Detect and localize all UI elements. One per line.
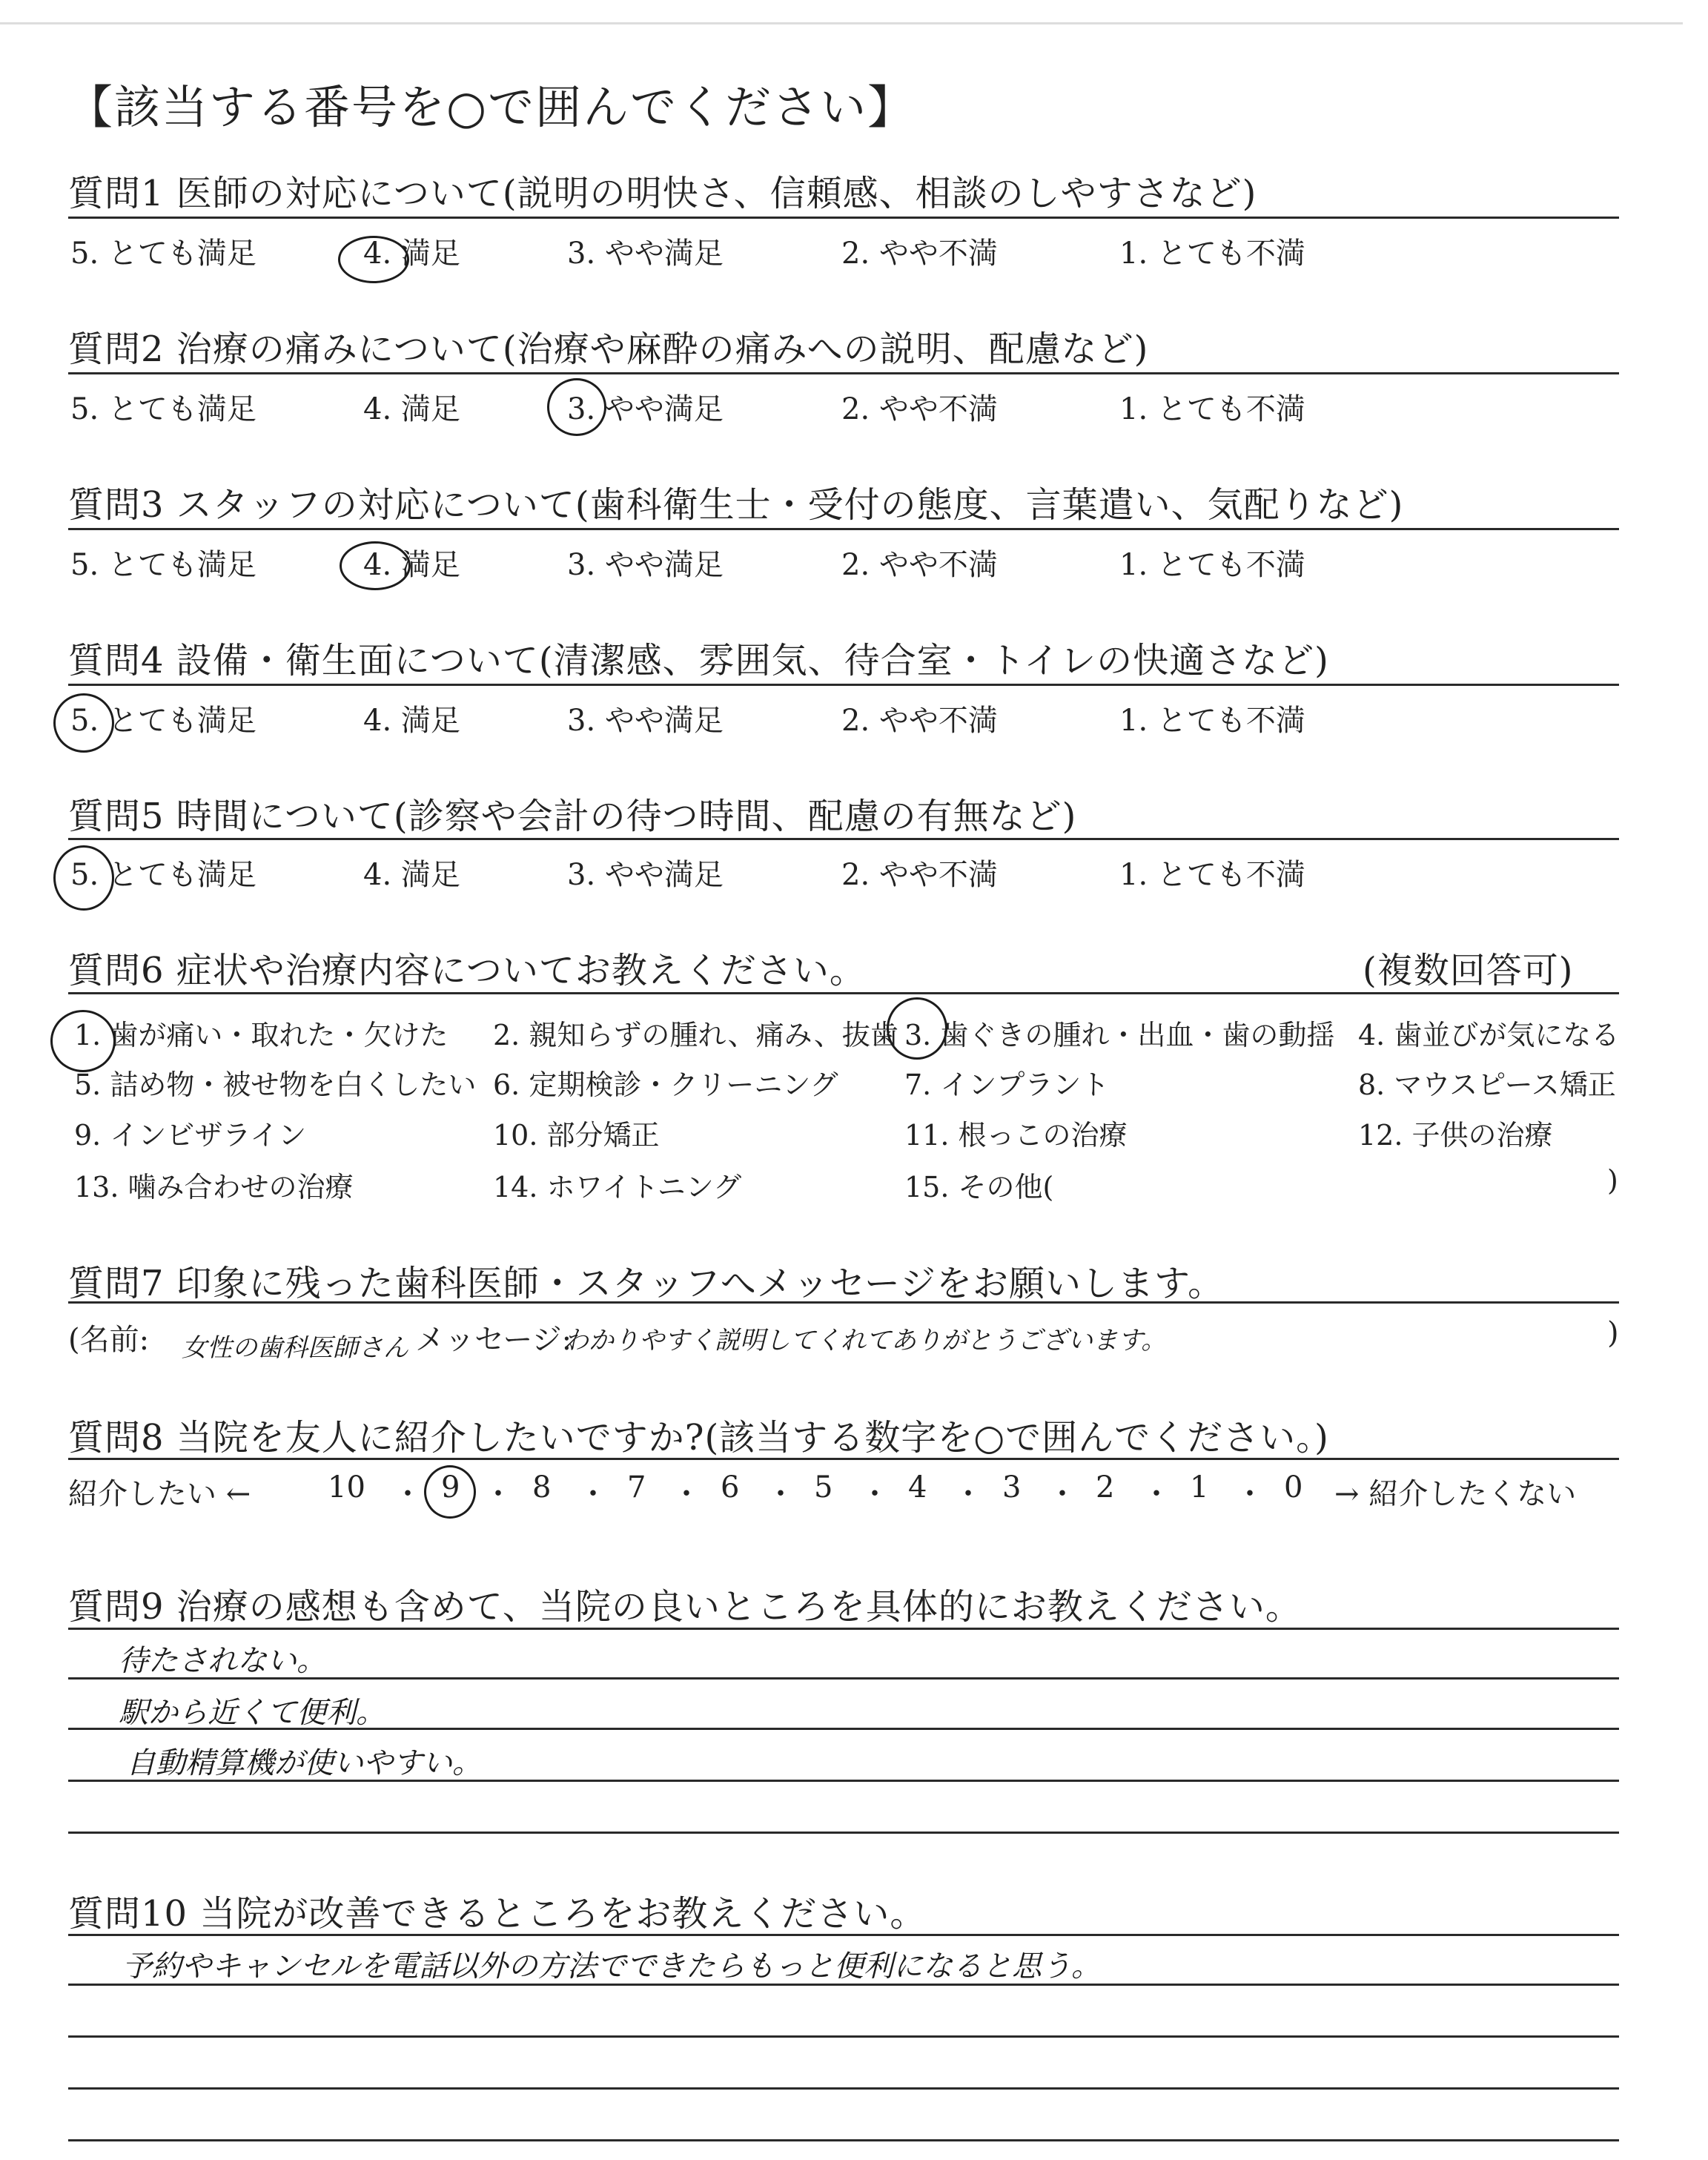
q6-option-10[interactable]: 10. 部分矯正 <box>493 1119 660 1152</box>
q6-option-6[interactable]: 6. 定期検診・クリーニング <box>493 1069 838 1101</box>
q1-option-4[interactable]: 4. 満足 <box>363 237 460 271</box>
q8-selected-circle <box>424 1465 476 1519</box>
q5-option-3[interactable]: 3. やや満足 <box>567 858 724 892</box>
q6-option-4[interactable]: 4. 歯並びが気になる <box>1358 1019 1620 1051</box>
q5-option-5[interactable]: 5. とても満足 <box>70 858 256 892</box>
q7-name-label: (名前: <box>68 1323 150 1357</box>
question-1-rule <box>68 217 1619 219</box>
q8-scale-6[interactable]: 6 <box>721 1470 740 1505</box>
q6-option-15-close: ) <box>1607 1164 1618 1197</box>
q8-scale-3[interactable]: 3 <box>1002 1470 1022 1505</box>
q3-selected-circle <box>340 541 411 590</box>
q2-option-3[interactable]: 3. やや満足 <box>567 392 724 426</box>
question-8-rule <box>68 1458 1619 1460</box>
q6-option-9[interactable]: 9. インビザライン <box>74 1119 307 1152</box>
answer-line <box>68 1677 1619 1680</box>
q8-scale-2[interactable]: 2 <box>1096 1470 1115 1505</box>
q6-option-13[interactable]: 13. 噛み合わせの治療 <box>74 1171 354 1203</box>
q4-option-5[interactable]: 5. とても満足 <box>70 704 256 738</box>
scan-top-edge <box>0 22 1683 24</box>
q8-dot: ・ <box>860 1477 890 1511</box>
question-4-label: 質問4 設備・衛生面について(清潔感、雰囲気、待合室・トイレの快適さなど) <box>68 640 1329 681</box>
q8-dot: ・ <box>1235 1477 1265 1511</box>
q6-option-2[interactable]: 2. 親知らずの腫れ、痛み、抜歯 <box>493 1019 898 1051</box>
form-title: 【該当する番号を○で囲んでください】 <box>67 80 916 134</box>
q9-answer-line-1[interactable]: 待たされない。 <box>119 1644 326 1678</box>
question-3-label: 質問3 スタッフの対応について(歯科衛生士・受付の態度、言葉遣い、気配りなど) <box>68 484 1404 526</box>
answer-line <box>68 1728 1619 1730</box>
q8-scale-7[interactable]: 7 <box>627 1470 646 1505</box>
q4-option-1[interactable]: 1. とても不満 <box>1119 704 1305 738</box>
q2-option-4[interactable]: 4. 満足 <box>363 392 460 426</box>
q8-dot: ・ <box>672 1477 701 1511</box>
question-10-rule <box>68 1934 1619 1936</box>
q5-option-2[interactable]: 2. やや不満 <box>841 858 998 892</box>
q3-option-5[interactable]: 5. とても満足 <box>70 548 256 582</box>
answer-line <box>68 1832 1619 1834</box>
question-9-label: 質問9 治療の感想も含めて、当院の良いところを具体的にお教えください。 <box>68 1586 1302 1628</box>
q2-option-1[interactable]: 1. とても不満 <box>1119 392 1305 426</box>
question-5-label: 質問5 時間について(診察や会計の待つ時間、配慮の有無など) <box>68 796 1077 837</box>
q1-option-2[interactable]: 2. やや不満 <box>841 237 998 271</box>
question-2-rule <box>68 372 1619 374</box>
question-6-rule <box>68 992 1619 994</box>
q1-selected-circle <box>338 236 409 283</box>
q6-option-12[interactable]: 12. 子供の治療 <box>1358 1119 1553 1152</box>
question-6-label: 質問6 症状や治療内容についてお教えください。 <box>68 950 866 991</box>
q2-selected-circle <box>547 378 606 436</box>
q7-message-label: メッセージ: <box>415 1323 572 1357</box>
q7-message-value[interactable]: わかりやすく説明してくれてありがとうございます。 <box>563 1326 1167 1355</box>
q9-answer-line-3[interactable]: 自動精算機が使いやすい。 <box>126 1746 482 1780</box>
q1-option-3[interactable]: 3. やや満足 <box>567 237 724 271</box>
q6-option-14[interactable]: 14. ホワイトニング <box>493 1171 742 1203</box>
q8-dot: ・ <box>1142 1477 1171 1511</box>
q4-option-2[interactable]: 2. やや不満 <box>841 704 998 738</box>
question-5-rule <box>68 838 1619 840</box>
answer-line <box>68 1780 1619 1782</box>
q1-option-1[interactable]: 1. とても不満 <box>1119 237 1305 271</box>
q8-dot: ・ <box>766 1477 795 1511</box>
question-7-label: 質問7 印象に残った歯科医師・スタッフへメッセージをお願いします。 <box>68 1263 1225 1304</box>
q6-option-5[interactable]: 5. 詰め物・被せ物を白くしたい <box>74 1069 477 1101</box>
q8-dot: ・ <box>953 1477 983 1511</box>
q7-name-value[interactable]: 女性の歯科医師さん <box>182 1333 408 1363</box>
q8-scale-1[interactable]: 1 <box>1190 1470 1209 1505</box>
question-7-rule <box>68 1301 1619 1304</box>
q1-option-5[interactable]: 5. とても満足 <box>70 237 256 271</box>
q8-dot: ・ <box>393 1477 423 1511</box>
question-4-rule <box>68 684 1619 686</box>
q8-scale-9[interactable]: 9 <box>441 1470 460 1505</box>
q8-scale-8[interactable]: 8 <box>532 1470 552 1505</box>
question-10-label: 質問10 当院が改善できるところをお教えください。 <box>68 1893 927 1935</box>
q8-dot: ・ <box>578 1477 608 1511</box>
q5-option-4[interactable]: 4. 満足 <box>363 858 460 892</box>
q7-close-paren: ) <box>1607 1316 1619 1350</box>
q3-option-1[interactable]: 1. とても不満 <box>1119 548 1305 582</box>
q4-selected-circle <box>53 693 114 753</box>
q8-dot: ・ <box>1047 1477 1077 1511</box>
q3-option-3[interactable]: 3. やや満足 <box>567 548 724 582</box>
q2-option-2[interactable]: 2. やや不満 <box>841 392 998 426</box>
q8-scale-4[interactable]: 4 <box>908 1470 927 1505</box>
answer-line <box>68 1984 1619 1986</box>
q8-left-label: 紹介したい ← <box>68 1477 251 1511</box>
q5-option-1[interactable]: 1. とても不満 <box>1119 858 1305 892</box>
question-1-label: 質問1 医師の対応について(説明の明快さ、信頼感、相談のしやすさなど) <box>68 173 1257 214</box>
q4-option-3[interactable]: 3. やや満足 <box>567 704 724 738</box>
question-6-note: (複数回答可) <box>1363 950 1574 991</box>
q3-option-4[interactable]: 4. 満足 <box>363 548 460 582</box>
answer-line <box>68 2139 1619 2141</box>
q8-right-label: → 紹介したくない <box>1334 1477 1577 1511</box>
q9-answer-line-2[interactable]: 駅から近くて便利。 <box>119 1696 385 1730</box>
q8-scale-10[interactable]: 10 <box>328 1470 365 1505</box>
q2-option-5[interactable]: 5. とても満足 <box>70 392 256 426</box>
question-9-rule <box>68 1628 1619 1630</box>
question-8-label: 質問8 当院を友人に紹介したいですか?(該当する数字を○で囲んでください。) <box>68 1417 1329 1459</box>
q6-option-11[interactable]: 11. 根っこの治療 <box>904 1119 1128 1152</box>
answer-line <box>68 2035 1619 2038</box>
q6-selected-circle-3 <box>887 997 947 1060</box>
q6-option-15[interactable]: 15. その他( <box>904 1171 1054 1203</box>
q10-answer-line-1[interactable]: 予約やキャンセルを電話以外の方法でできたらもっと便利になると思う。 <box>122 1949 1101 1984</box>
q5-selected-circle <box>53 845 114 911</box>
question-2-label: 質問2 治療の痛みについて(治療や麻酔の痛みへの説明、配慮など) <box>68 328 1149 370</box>
q8-dot: ・ <box>483 1477 513 1511</box>
answer-line <box>68 2087 1619 2090</box>
q6-option-7[interactable]: 7. インプラント <box>904 1069 1110 1101</box>
question-3-rule <box>68 528 1619 530</box>
q6-selected-circle-1 <box>50 1010 116 1072</box>
q3-option-2[interactable]: 2. やや不満 <box>841 548 998 582</box>
q6-option-8[interactable]: 8. マウスピース矯正 <box>1358 1069 1616 1101</box>
q6-option-1[interactable]: 1. 歯が痛い・取れた・欠けた <box>74 1019 448 1051</box>
q4-option-4[interactable]: 4. 満足 <box>363 704 460 738</box>
q8-scale-0[interactable]: 0 <box>1284 1470 1303 1505</box>
q6-option-3[interactable]: 3. 歯ぐきの腫れ・出血・歯の動揺 <box>904 1019 1335 1051</box>
q8-scale-5[interactable]: 5 <box>814 1470 833 1505</box>
